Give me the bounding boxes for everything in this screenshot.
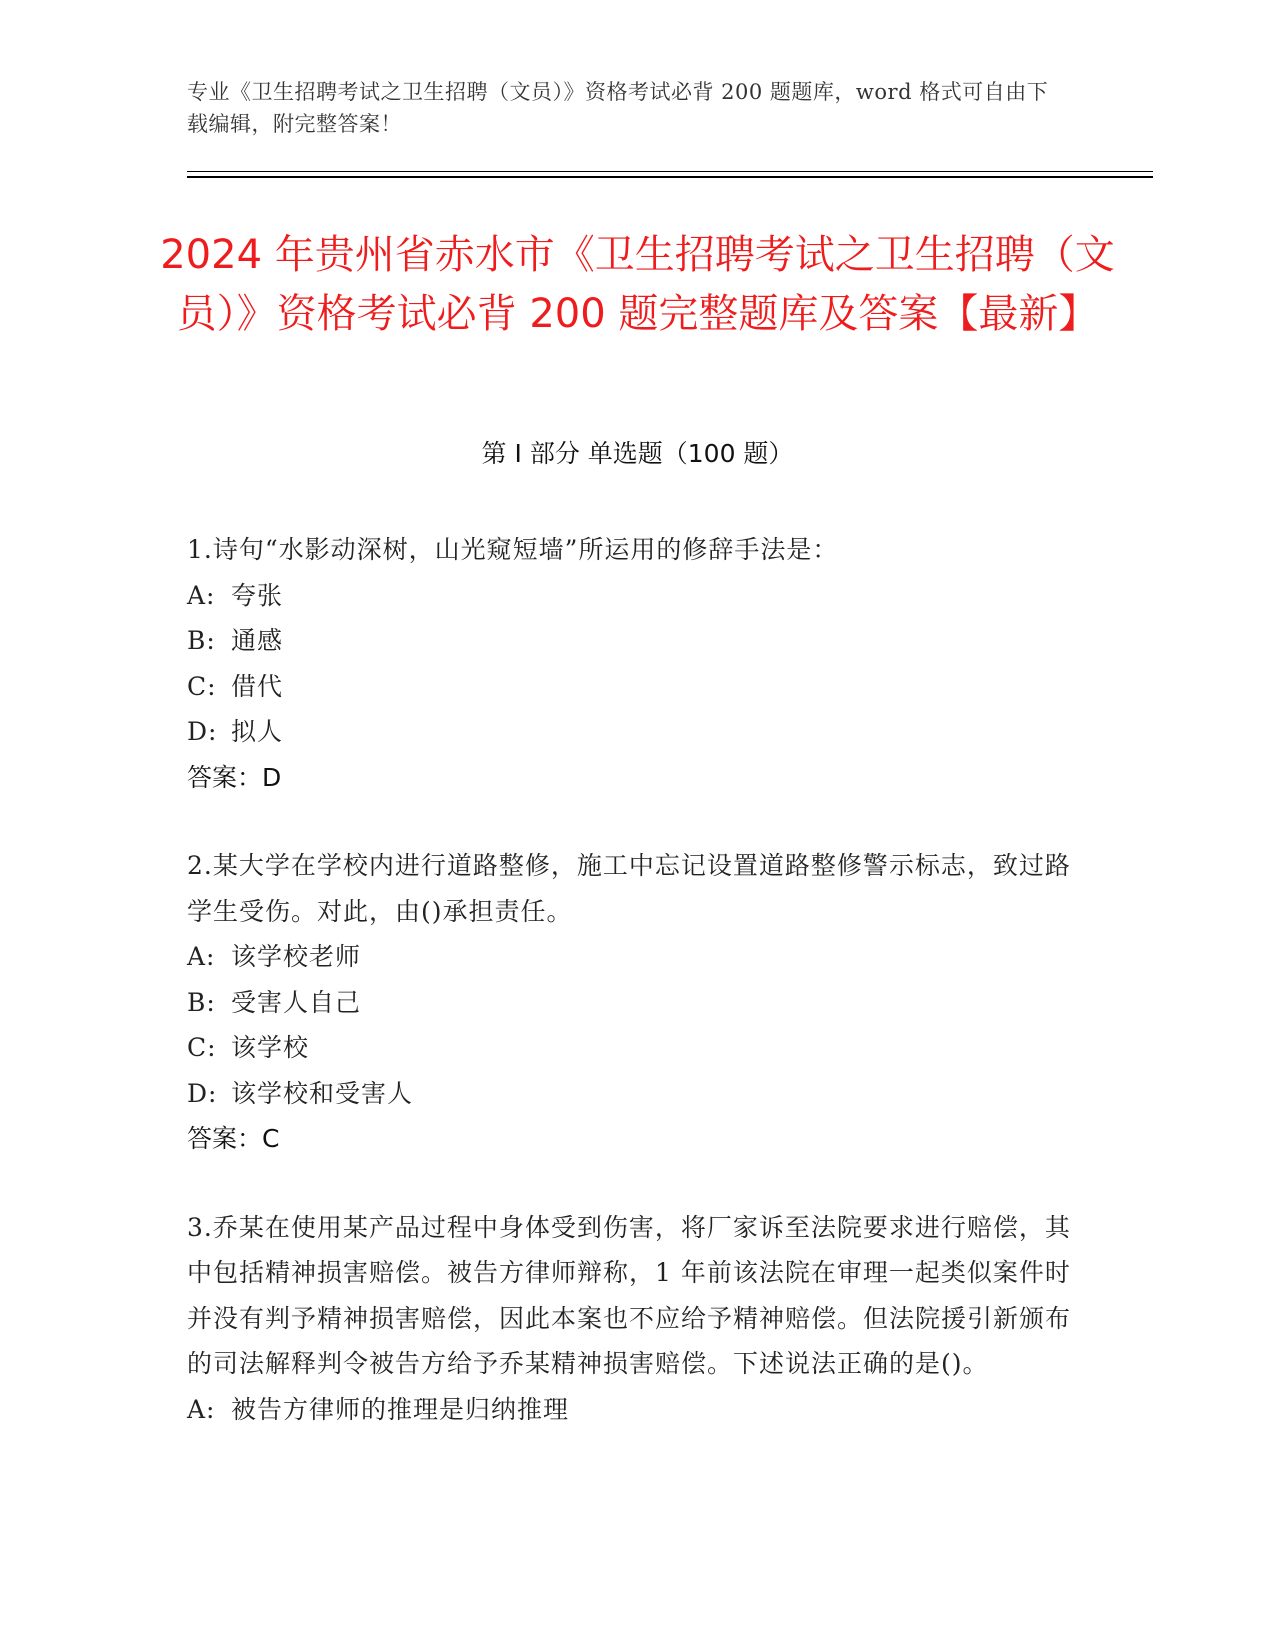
option-b <box>187 618 1087 664</box>
option-text: 拟人 <box>231 717 284 746</box>
question-list <box>187 527 1087 1475</box>
option-key: D: <box>187 1078 218 1108</box>
option-key: C: <box>187 1033 217 1062</box>
answer: 答案：D <box>187 762 282 792</box>
question-text: 2.某大学在学校内进行道路整修，施工中忘记设置道路整修警示标志，致过路学生受伤。对此，由()承担责任。 <box>187 851 1071 926</box>
option-text: 该学校老师 <box>231 942 362 971</box>
header-note: 专业《卫生招聘考试之卫生招聘（文员）》资格考试必背 200 题题库，word 格式可自由下载编辑，附完整答案！ <box>187 80 1049 136</box>
option-a <box>187 934 1087 980</box>
option-key: D: <box>187 717 218 746</box>
option-text: 被告方律师的推理是归纳推理 <box>231 1394 570 1424</box>
section-title: 第 I 部分 单选题（100 题） <box>481 439 794 468</box>
option-d <box>187 709 1087 755</box>
question-2 <box>187 843 1087 1162</box>
option-key: A: <box>187 942 216 971</box>
question-text: 3.乔某在使用某产品过程中身体受到伤害，将厂家诉至法院要求进行赔偿，其中包括精神损害赔偿。被告方律师辩称，1 年前该法院在审理一起类似案件时并没有判予精神损害赔偿，因此本案也不应给予精神赔偿。但法院援引新颁布的司法解释判令被告方给予乔某精神损害赔偿。下述说法正确的是()。 <box>187 1212 1072 1378</box>
option-d <box>187 1071 1087 1117</box>
option-text: 夸张 <box>231 580 284 610</box>
option-text: 借代 <box>231 671 284 701</box>
option-key: C: <box>187 671 217 701</box>
option-a <box>187 1387 1087 1433</box>
answer: 答案：C <box>187 1124 280 1153</box>
option-key: B: <box>187 987 216 1017</box>
header-rule-thin <box>187 171 1153 172</box>
option-key: B: <box>187 626 216 655</box>
option-text: 该学校 <box>231 1033 310 1062</box>
option-text: 受害人自己 <box>231 987 362 1017</box>
option-b <box>187 980 1087 1026</box>
question-text: 1.诗句“水影动深树，山光窥短墙”所运用的修辞手法是： <box>187 535 839 564</box>
question-1 <box>187 527 1087 800</box>
option-c <box>187 664 1087 710</box>
header-rule-thick <box>187 176 1153 178</box>
option-c <box>187 1025 1087 1071</box>
option-a <box>187 573 1087 619</box>
option-key: A: <box>187 1394 216 1424</box>
option-text: 该学校和受害人 <box>231 1078 414 1108</box>
option-text: 通感 <box>231 626 284 655</box>
option-key: A: <box>187 580 216 610</box>
question-3 <box>187 1205 1087 1433</box>
document-title: 2024 年贵州省赤水市《卫生招聘考试之卫生招聘（文员）》资格考试必背 200 题完整题库及答案【最新】 <box>160 232 1115 337</box>
